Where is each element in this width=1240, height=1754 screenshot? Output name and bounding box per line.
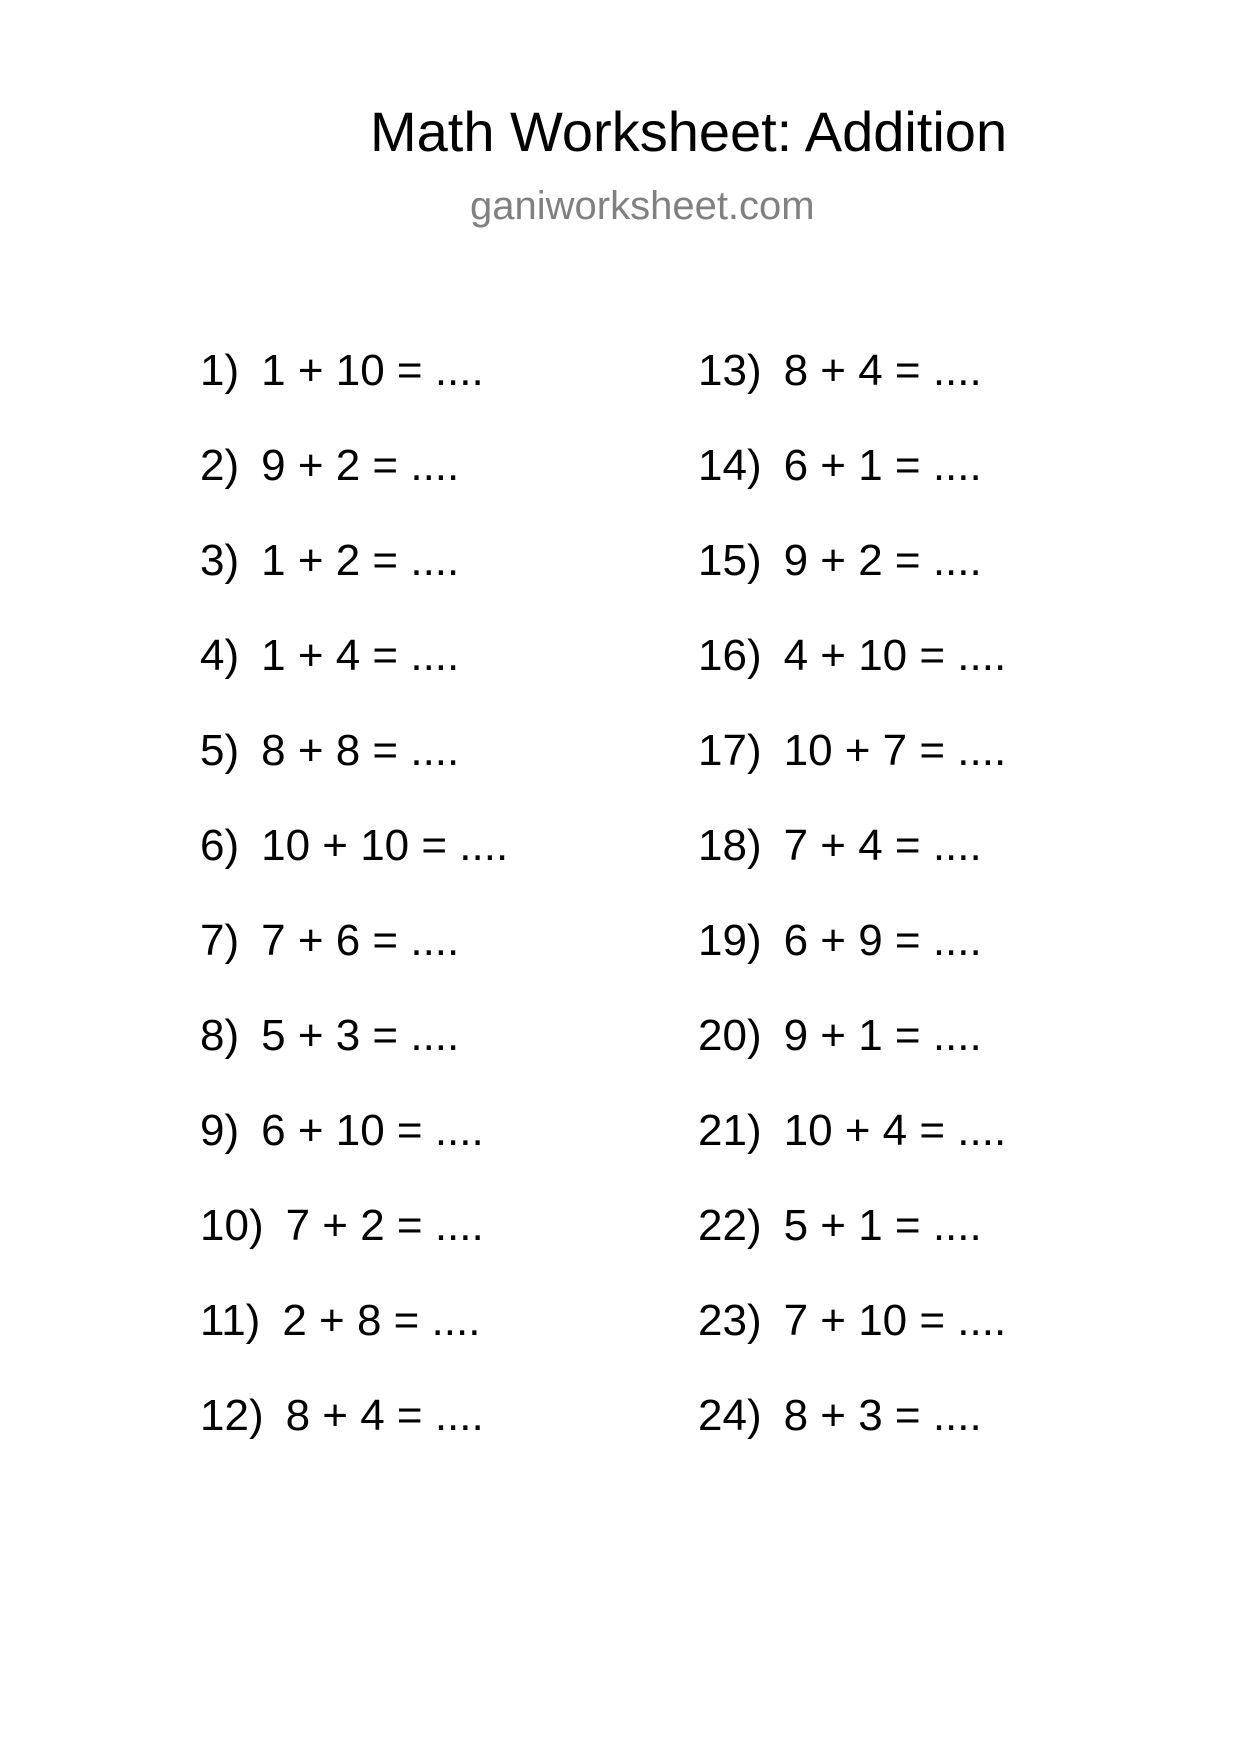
problem-expression: 9 + 2 = .... <box>261 441 460 490</box>
problem-number: 16) <box>698 631 762 680</box>
problem-number: 19) <box>698 916 762 965</box>
problem-column-right <box>698 346 1006 1486</box>
problem-expression: 1 + 2 = .... <box>261 536 460 585</box>
problem-number: 14) <box>698 441 762 490</box>
problem-expression: 4 + 10 = .... <box>783 631 1007 680</box>
problem-item <box>698 346 1006 441</box>
problem-number: 11) <box>200 1296 261 1345</box>
problem-number: 24) <box>698 1391 762 1440</box>
problem-item <box>698 821 1006 916</box>
problem-expression: 9 + 2 = .... <box>783 536 982 585</box>
problem-expression: 6 + 1 = .... <box>783 441 982 490</box>
problem-number: 23) <box>698 1296 762 1345</box>
problem-item <box>200 536 508 631</box>
problem-item <box>698 916 1006 1011</box>
problem-number: 21) <box>698 1106 762 1155</box>
problem-expression: 5 + 1 = .... <box>783 1201 982 1250</box>
problem-expression: 1 + 4 = .... <box>261 631 460 680</box>
problem-item <box>698 441 1006 536</box>
problem-expression: 7 + 2 = .... <box>285 1201 484 1250</box>
problem-item <box>200 1296 508 1391</box>
problem-item <box>200 821 508 916</box>
problem-expression: 1 + 10 = .... <box>261 346 484 395</box>
problem-number: 12) <box>200 1391 264 1440</box>
problem-expression: 10 + 4 = .... <box>783 1106 1007 1155</box>
problem-expression: 8 + 4 = .... <box>285 1391 484 1440</box>
problem-item <box>698 536 1006 631</box>
problem-item <box>200 916 508 1011</box>
problem-expression: 8 + 3 = .... <box>783 1391 982 1440</box>
problem-item <box>698 1011 1006 1106</box>
problem-number: 8) <box>200 1011 240 1060</box>
problem-item <box>200 1391 508 1486</box>
problem-number: 7) <box>200 916 240 965</box>
problem-expression: 7 + 6 = .... <box>261 916 460 965</box>
problem-expression: 10 + 10 = .... <box>261 821 509 870</box>
problem-expression: 5 + 3 = .... <box>261 1011 460 1060</box>
problem-expression: 8 + 8 = .... <box>261 726 460 775</box>
problem-number: 15) <box>698 536 762 585</box>
problem-item <box>698 1106 1006 1201</box>
problem-item <box>200 726 508 821</box>
problem-number: 20) <box>698 1011 762 1060</box>
page-title: Math Worksheet: Addition <box>370 100 1008 163</box>
problem-number: 9) <box>200 1106 240 1155</box>
problem-item <box>200 441 508 536</box>
problem-item <box>200 631 508 726</box>
problem-expression: 7 + 10 = .... <box>783 1296 1007 1345</box>
problem-number: 5) <box>200 726 240 775</box>
problem-column-left <box>200 346 508 1486</box>
problem-item <box>200 1011 508 1106</box>
problem-expression: 10 + 7 = .... <box>783 726 1007 775</box>
problem-number: 6) <box>200 821 240 870</box>
problem-expression: 7 + 4 = .... <box>783 821 982 870</box>
problem-item <box>698 1391 1006 1486</box>
problem-expression: 9 + 1 = .... <box>783 1011 982 1060</box>
problem-item <box>200 346 508 441</box>
problem-number: 10) <box>200 1201 264 1250</box>
problem-number: 13) <box>698 346 762 395</box>
problem-item <box>698 631 1006 726</box>
problem-item <box>698 1296 1006 1391</box>
problem-item <box>698 1201 1006 1296</box>
problem-number: 2) <box>200 441 240 490</box>
problem-expression: 6 + 9 = .... <box>783 916 982 965</box>
problem-number: 17) <box>698 726 762 775</box>
problem-expression: 2 + 8 = .... <box>282 1296 481 1345</box>
problem-number: 3) <box>200 536 240 585</box>
problem-item <box>200 1201 508 1296</box>
problem-expression: 6 + 10 = .... <box>261 1106 484 1155</box>
problem-number: 18) <box>698 821 762 870</box>
problem-number: 1) <box>200 346 240 395</box>
problem-number: 4) <box>200 631 240 680</box>
problem-item <box>200 1106 508 1201</box>
problem-expression: 8 + 4 = .... <box>783 346 982 395</box>
problem-number: 22) <box>698 1201 762 1250</box>
problem-item <box>698 726 1006 821</box>
site-name: ganiworksheet.com <box>470 184 815 228</box>
